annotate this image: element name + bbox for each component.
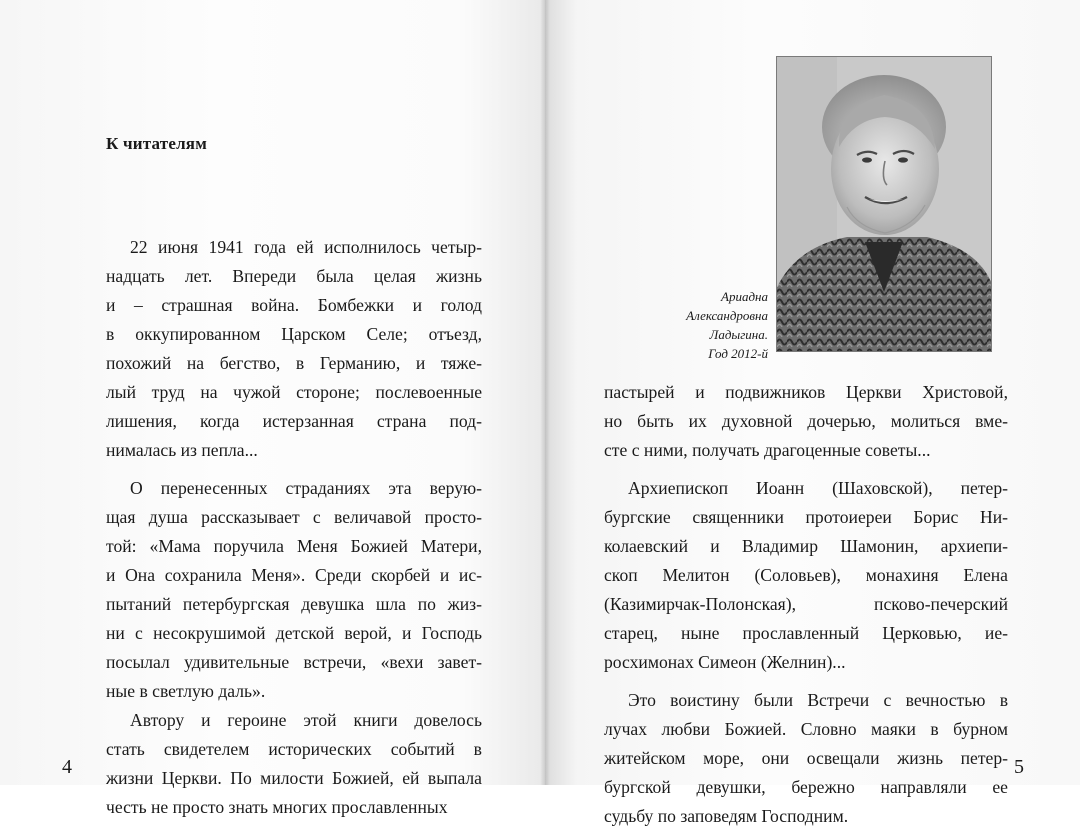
paragraph	[106, 474, 482, 706]
caption-line: Ариадна	[721, 289, 768, 304]
text-line: О перенесенных страданиях эта верую-	[130, 478, 482, 498]
page-number-right: 5	[1014, 756, 1024, 778]
text-line: судьбу по заповедям Господним.	[604, 806, 849, 826]
text-line: сте с ними, получать драгоценные советы...	[604, 440, 931, 460]
text-line: похожий на бегство, в Германию, и тяже-	[106, 353, 482, 373]
text-line: пастырей и подвижников Церкви Христовой,	[604, 382, 1008, 402]
text-line: щая душа рассказывает с величавой просто-	[106, 507, 482, 527]
book-gutter	[540, 0, 550, 785]
text-line: (Казимирчак-Полонская), псково-печерский	[604, 594, 1008, 614]
text-line: пытаний петербургская девушка шла по жиз-	[106, 594, 482, 614]
text-line: в оккупированном Царском Селе; отъезд,	[106, 324, 482, 344]
text-line: лишения, когда истерзанная страна под-	[106, 411, 482, 431]
page-heading: К читателям	[106, 134, 207, 153]
text-line: старец, ныне прославленный Церковью, ие-	[604, 623, 1008, 643]
text-line: той: «Мама поручила Меня Божией Матери,	[106, 536, 482, 556]
text-line: честь не просто знать многих прославленных	[106, 797, 448, 817]
text-line: нималась из пепла...	[106, 440, 258, 460]
text-line: лый труд на чужой стороне; послевоенные	[106, 382, 482, 402]
caption-line: Александровна	[686, 308, 768, 323]
paragraph	[106, 233, 482, 465]
text-line: бургской девушки, бережно направляли ее	[604, 777, 1008, 797]
text-line: росхимонах Симеон (Желнин)...	[604, 652, 846, 672]
text-line: бургские священники протоиереи Борис Ни-	[604, 507, 1008, 527]
portrait-photo	[776, 56, 992, 352]
right-page-text	[604, 378, 1008, 831]
caption-line: Год 2012-й	[708, 346, 768, 361]
text-line: скоп Мелитон (Соловьев), монахиня Елена	[604, 565, 1008, 585]
text-line: колаевский и Владимир Шамонин, архиепи-	[604, 536, 1008, 556]
text-line: житейском море, они освещали жизнь петер-	[604, 748, 1008, 768]
text-line: надцать лет. Впереди была целая жизнь	[106, 266, 482, 286]
paragraph	[604, 474, 1008, 677]
paragraph	[604, 378, 1008, 465]
text-line: ные в светлую даль».	[106, 681, 266, 701]
text-line: 22 июня 1941 года ей исполнилось четыр-	[130, 237, 482, 257]
text-line: лучах любви Божией. Словно маяки в бурном	[604, 719, 1008, 739]
text-line: Это воистину были Встречи с вечностью в	[628, 690, 1008, 710]
left-page-text	[106, 233, 482, 822]
text-line: стать свидетелем исторических событий в	[106, 739, 482, 759]
paragraph	[106, 706, 482, 822]
text-line: Архиепископ Иоанн (Шаховской), петер-	[628, 478, 1008, 498]
portrait-image	[777, 57, 991, 351]
text-line: жизни Церкви. По милости Божией, ей выпала	[106, 768, 482, 788]
photo-caption	[640, 287, 768, 363]
text-line: ни с несокрушимой детской верой, и Господь	[106, 623, 482, 643]
text-line: посылал удивительные встречи, «вехи завет-	[106, 652, 482, 672]
text-line: но быть их духовной дочерью, молиться вме-	[604, 411, 1008, 431]
text-line: и – страшная война. Бомбежки и голод	[106, 295, 482, 315]
text-line: и Она сохранила Меня». Среди скорбей и ис-	[106, 565, 482, 585]
caption-line: Ладыгина.	[709, 327, 768, 342]
text-line: Автору и героине этой книги довелось	[130, 710, 482, 730]
paragraph	[604, 686, 1008, 831]
page-number-left: 4	[62, 756, 72, 778]
